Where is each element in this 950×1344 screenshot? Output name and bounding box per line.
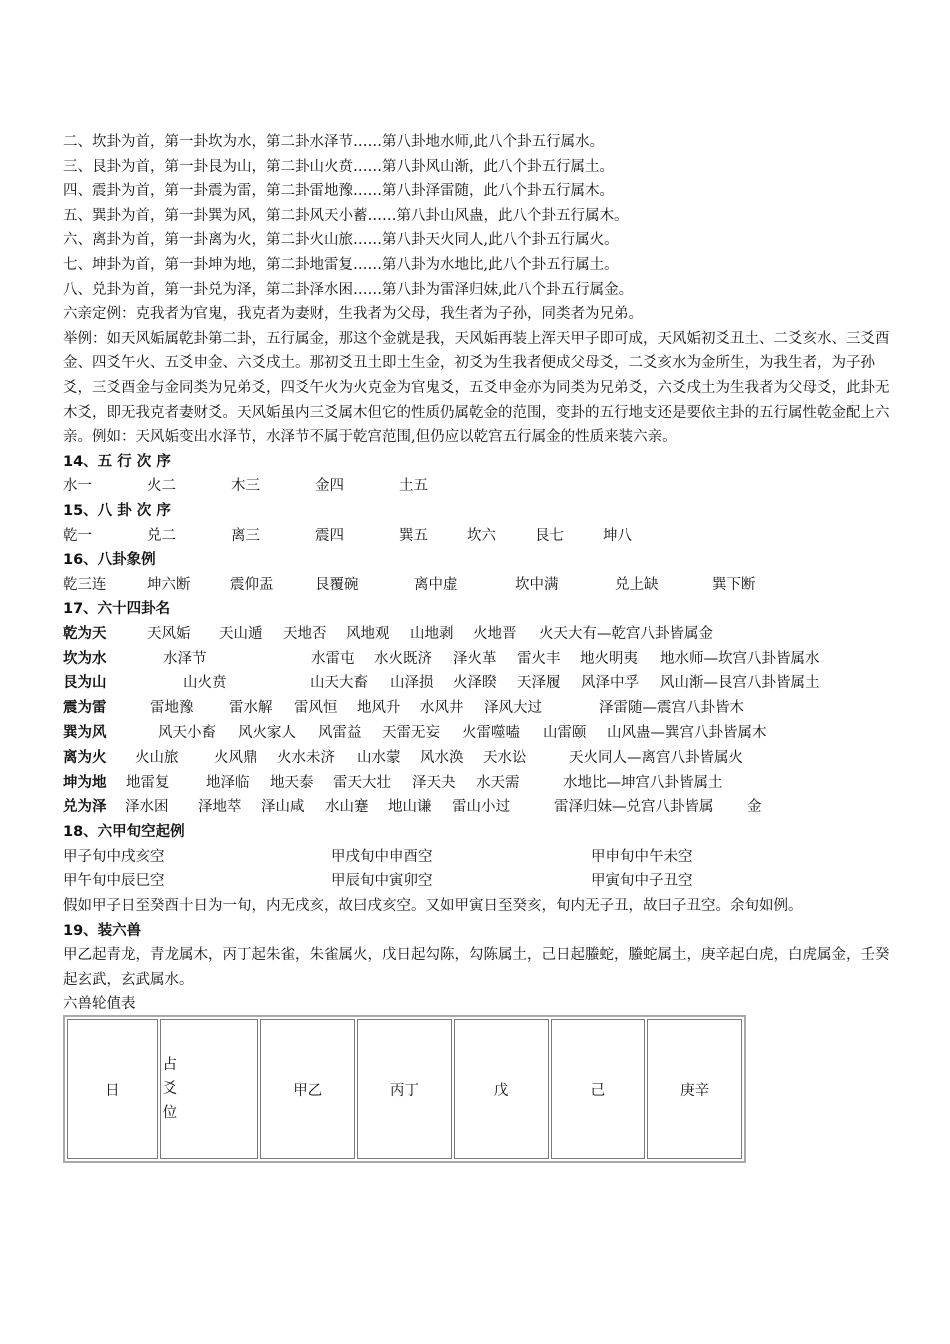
hexagram-row (63, 721, 893, 746)
hexagram-name: 天水讼 (483, 749, 527, 766)
xunkong-item: 甲子旬中戌亥空 (63, 848, 165, 865)
hexagram-name: 风天小畜 (158, 725, 216, 742)
bagua-image-row (63, 573, 893, 598)
text-line: 六、离卦为首，第一卦离为火，第二卦火山旅……第八卦天火同人,此八个卦五行属火。 (63, 232, 619, 249)
hexagram-name: 风火家人 (238, 725, 296, 742)
hexagram-name: 天地否 (283, 625, 327, 642)
list-item: 坎六 (467, 527, 496, 544)
hexagram-name: 山水蒙 (357, 749, 401, 766)
list-item: 巽下断 (712, 576, 756, 593)
hexagram-name: 地天泰 (270, 774, 314, 791)
xunkong-row (63, 845, 893, 870)
text-line: 六亲定例：克我者为官鬼，我克者为妻财，生我者为父母，我生者为子孙，同类者为兄弟。 (63, 306, 643, 323)
wuxing-order-row (63, 474, 893, 499)
hexagram-name: 地风升 (357, 700, 401, 717)
hexagram-name: 天火同人—离宫八卦皆属火 (569, 749, 743, 766)
table-cell: 戊 (454, 1019, 549, 1159)
hexagram-name: 山泽损 (390, 675, 434, 692)
hexagram-name: 火泽睽 (453, 675, 497, 692)
hexagram-name: 山风蛊—巽宫八卦皆属木 (607, 725, 767, 742)
hexagram-name: 火雷噬嗑 (462, 725, 520, 742)
hexagram-name: 山雷颐 (543, 725, 587, 742)
text-line: 八、兑卦为首，第一卦兑为泽，第二卦泽水困……第八卦为雷泽归妹,此八个卦五行属金。 (63, 281, 634, 298)
hexagram-name: 地火明夷 (580, 650, 638, 667)
vertical-char: 爻 (162, 1081, 178, 1098)
text-line: 七、坤卦为首，第一卦坤为地，第二卦地雷复……第八卦为水地比,此八个卦五行属土。 (63, 256, 619, 273)
palace-name: 兑为泽 (63, 799, 107, 816)
liushou-paragraph: 甲乙起青龙，青龙属木，丙丁起朱雀，朱雀属火，戊日起勾陈，勾陈属土，己日起螣蛇，螣蛇属土，庚辛起白虎，白虎属金，壬癸起玄武，玄武属水。 (63, 947, 890, 988)
section-heading-19: 19、装六兽 (63, 922, 142, 939)
list-item: 火二 (147, 478, 176, 495)
list-item: 坤八 (603, 527, 632, 544)
hexagram-name: 风泽中孚 (581, 675, 639, 692)
list-item: 离中虚 (414, 576, 458, 593)
hexagram-name: 雷天大壮 (333, 774, 391, 791)
hexagram-name: 水雷屯 (311, 650, 355, 667)
hexagram-name: 火水未济 (277, 749, 335, 766)
list-item: 离三 (231, 527, 260, 544)
liushou-table (63, 1015, 746, 1163)
vertical-char: 位 (162, 1105, 178, 1122)
list-item: 巽五 (399, 527, 428, 544)
table-cell: 庚辛 (647, 1019, 742, 1159)
palace-name: 离为火 (63, 749, 107, 766)
hexagram-name: 泽山咸 (261, 799, 305, 816)
xunkong-item: 甲午旬中辰巳空 (63, 873, 165, 890)
section-heading-16: 16、八卦象例 (63, 552, 156, 569)
intro-lines (63, 130, 893, 327)
hexagram-name: 水火既济 (374, 650, 432, 667)
xunkong-item: 甲申旬中午未空 (591, 848, 693, 865)
hexagram-name: 雷火丰 (517, 650, 561, 667)
hexagram-name: 水地比—坤宫八卦皆属土 (563, 774, 723, 791)
list-item: 坎中满 (515, 576, 559, 593)
section-heading-15: 15、八 卦 次 序 (63, 502, 171, 519)
table-cell: 己 (551, 1019, 646, 1159)
hexagram-name: 雷山小过 (452, 799, 510, 816)
hexagram-name: 雷水解 (229, 700, 273, 717)
table-row (67, 1019, 742, 1159)
hexagram-name: 水风井 (420, 700, 464, 717)
list-item: 土五 (399, 478, 428, 495)
hexagram-name: 水山蹇 (325, 799, 369, 816)
table-cell: 甲乙 (260, 1019, 355, 1159)
hexagram-name: 雷泽归妹—兑宫八卦皆属 (554, 799, 714, 816)
vertical-char: 占 (162, 1057, 178, 1074)
palace-name: 坎为水 (63, 650, 107, 667)
section-heading-17: 17、六十四卦名 (63, 601, 171, 618)
hexagram-row (63, 696, 893, 721)
text-line: 五、巽卦为首，第一卦巽为风，第二卦风天小蓄……第八卦山风蛊，此八个卦五行属木。 (63, 207, 629, 224)
hexagram-row (63, 622, 893, 647)
hexagram-name: 水天需 (476, 774, 520, 791)
xunkong-note: 假如甲子日至癸酉十日为一旬，内无戌亥，故曰戌亥空。又如甲寅日至癸亥，旬内无子丑，故曰子丑空。余旬如例。 (63, 898, 803, 915)
section-heading-18: 18、六甲旬空起例 (63, 824, 185, 841)
list-item: 震四 (315, 527, 344, 544)
hexagram-name: 风雷益 (318, 725, 362, 742)
list-item: 乾三连 (63, 576, 107, 593)
hexagram-row (63, 771, 893, 796)
text-line: 二、坎卦为首，第一卦坎为水，第二卦水泽节……第八卦地水师,此八个卦五行属水。 (63, 134, 605, 150)
hexagram-name: 泽地萃 (198, 799, 242, 816)
palace-name: 乾为天 (63, 625, 107, 642)
list-item: 金四 (315, 478, 344, 495)
hexagram-row (63, 746, 893, 771)
hexagram-name: 地水师—坎宫八卦皆属水 (660, 650, 820, 667)
hexagram-name: 天雷无妄 (382, 725, 440, 742)
hexagram-name: 雷地豫 (150, 700, 194, 717)
text-line: 四、震卦为首，第一卦震为雷，第二卦雷地豫……第八卦泽雷随，此八个卦五行属木。 (63, 183, 614, 200)
xunkong-item: 甲寅旬中子丑空 (591, 873, 693, 890)
list-item: 水一 (63, 478, 92, 495)
table-caption: 六兽轮值表 (63, 996, 136, 1013)
hexagram-name: 泽火革 (453, 650, 497, 667)
xunkong-row (63, 869, 893, 894)
list-item: 坤六断 (147, 576, 191, 593)
hexagram-row (63, 671, 893, 696)
hexagram-name: 山火贲 (183, 675, 227, 692)
table-cell-day: 日 (67, 1019, 158, 1159)
hexagram-name: 火山旅 (135, 749, 179, 766)
bagua-order-row (63, 524, 893, 549)
list-item: 乾一 (63, 527, 92, 544)
table-cell-yao-position (160, 1019, 259, 1159)
hexagram-name: 水泽节 (163, 650, 207, 667)
hexagram-name: 山地剥 (410, 625, 454, 642)
hexagram-name: 火地晋 (473, 625, 517, 642)
hexagram-name: 风水涣 (420, 749, 464, 766)
hexagram-name: 风地观 (346, 625, 390, 642)
list-item: 艮七 (535, 527, 564, 544)
section-heading-14: 14、五 行 次 序 (63, 453, 171, 470)
hexagram-name: 地泽临 (206, 774, 250, 791)
hexagram-name: 泽风大过 (484, 700, 542, 717)
example-paragraph: 举例：如天风姤属乾卦第二卦，五行属金，那这个金就是我，天风姤再装上浑天甲子即可成，天风姤初爻丑土、二爻亥水、三爻酉金、四爻午火、五爻申金、六爻戌土。那初爻丑土即土生金，初爻为生我者便成父母爻，二爻亥水为金所生，为我生者，为子孙爻，三爻酉金与金同类为兄弟爻，四爻午火为火克金为官鬼爻，五爻申金亦为同类为兄弟爻，六爻戌土为生我者为父母爻，此卦无木爻，即无我克者妻财爻。天风姤虽内三爻属木但它的性质仍属乾金的范围，变卦的五行地支还是要依主卦的五行属性乾金配上六亲。例如：天风姤变出水泽节，水泽节不属于乾宫范围,但仍应以乾宫五行属金的性质来装六亲。 (63, 330, 890, 446)
hexagram-name: 山天大畜 (310, 675, 368, 692)
list-item: 震仰盂 (230, 576, 274, 593)
hexagram-row (63, 647, 893, 672)
hexagram-name: 天泽履 (517, 675, 561, 692)
hexagram-name: 火风鼎 (214, 749, 258, 766)
hexagram-name: 泽雷随—震宫八卦皆木 (599, 700, 744, 717)
hexagram-name: 金 (747, 799, 762, 816)
xunkong-item: 甲戌旬中申酉空 (331, 848, 433, 865)
hexagram-name: 风山渐—艮宫八卦皆属土 (660, 675, 820, 692)
palace-name: 巽为风 (63, 725, 107, 742)
hexagram-name: 天山遁 (219, 625, 263, 642)
xunkong-item: 甲辰旬中寅卯空 (331, 873, 433, 890)
hexagram-name: 火天大有—乾宫八卦皆属金 (539, 625, 713, 642)
hexagram-name: 泽水困 (125, 799, 169, 816)
hexagram-table (63, 622, 893, 820)
hexagram-name: 地雷复 (126, 774, 170, 791)
hexagram-name: 天风姤 (147, 625, 191, 642)
hexagram-name: 地山谦 (388, 799, 432, 816)
palace-name: 坤为地 (63, 774, 107, 791)
palace-name: 震为雷 (63, 700, 107, 717)
palace-name: 艮为山 (63, 675, 107, 692)
text-line: 三、艮卦为首，第一卦艮为山，第二卦山火贲……第八卦风山渐，此八个卦五行属土。 (63, 158, 614, 175)
hexagram-name: 雷风恒 (294, 700, 338, 717)
hexagram-name: 泽天夬 (412, 774, 456, 791)
list-item: 兑上缺 (615, 576, 659, 593)
list-item: 兑二 (147, 527, 176, 544)
list-item: 木三 (231, 478, 260, 495)
table-cell: 丙丁 (357, 1019, 452, 1159)
hexagram-row (63, 795, 893, 820)
list-item: 艮覆碗 (315, 576, 359, 593)
document-page (63, 130, 893, 1163)
